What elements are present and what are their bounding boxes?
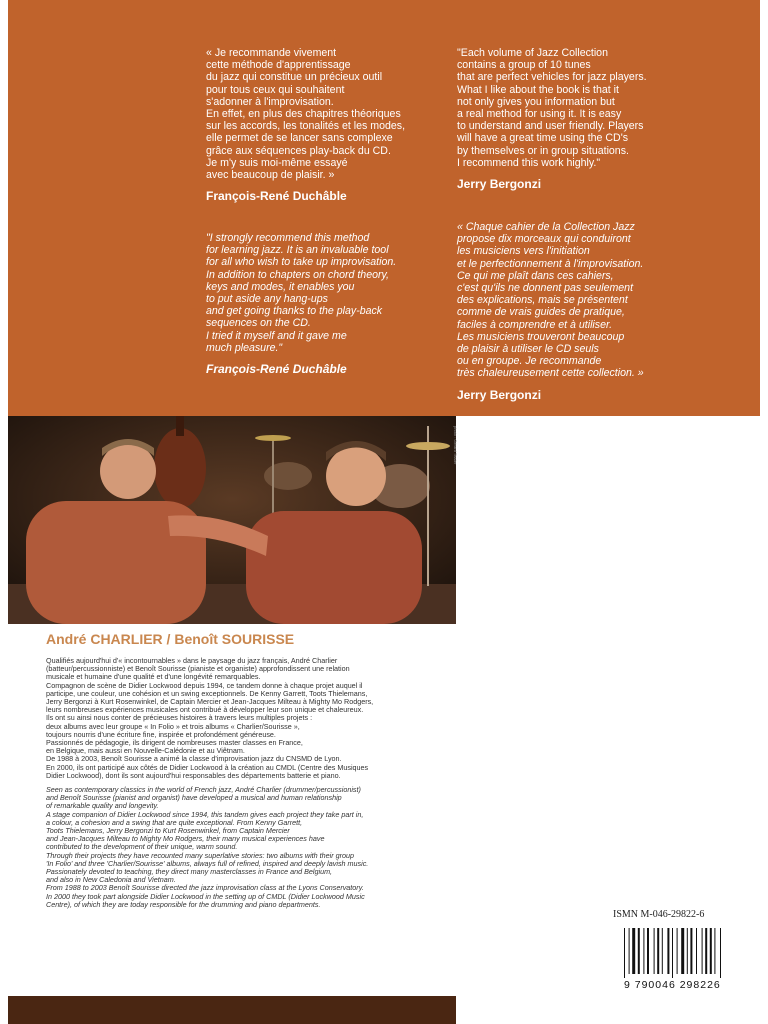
barcode-bar [629,928,630,974]
quote-text: "I strongly recommend this method for learning jazz. It is an invaluable tool for all who wish to take up improvisation. In addition to chapters on chord theory, keys and modes, it enables you to put aside any hang-ups and get going thanks to the play-back sequences on the CD. I tried it myself and it gave me much pleasure." [206,232,397,354]
barcode-bar [710,928,712,974]
quote-text: « Je recommande vivement cette méthode d'apprentissage du jazz qui constitue un précieux outil pour tous ceux qui souhaitent s'adonner à l'improvisation. En effet, en plus des chapitres théoriques sur les accords, les tonalités et les modes, elle permet de se lancer sans complexe grâce aux séquences play-back du CD. Je m'y suis moi-même essayé avec beaucoup de plaisir. » [206,47,406,182]
barcode-bar [654,928,655,974]
authors-photo [8,416,456,624]
barcode-bar [632,928,635,974]
barcode-bar [687,928,688,974]
barcode-bar [657,928,659,974]
barcode-bar [705,928,707,974]
quote-text: "Each volume of Jazz Collection contains a group of 10 tunes that are perfect vehicles for jazz players. What I like about the book is that it not only gives you information but a real method for using it. It is easy to understand and user friendly. Players will have a great time using the CD's by themselves or in group situations. I recommend this work highly." [457,47,647,169]
barcode-bar [643,928,644,974]
bottom-bar [8,996,456,1024]
barcode-bar [720,928,721,978]
barcode-bar [677,928,678,974]
barcode-bar [714,928,715,974]
ismn-number: ISMN M-046-29822-6 [613,909,705,920]
barcode-bar [624,928,625,978]
quote-duchable-fr [206,47,438,203]
barcode-bar [690,928,692,974]
quote-duchable-en [206,232,438,376]
barcode-bar [662,928,663,974]
quote-bergonzi-fr [457,221,697,402]
barcode-digits: 9 790046 298226 [624,979,721,991]
photo-credit: photo : Gérard Tissier [453,426,458,465]
bio-french: Qualifiés aujourd'hui d'« incontournables » dans le paysage du jazz français, André Charlier (batteur/percussionniste) et Benoît Sourisse (pianiste et organiste) approfondissent une relation musicale et humaine d'une qualité et d'une longévité remarquables. Compagnon de scène de Didier Lockwood depuis 1994, ce tandem donne à chaque projet auquel il participe, une couleur, une cohésion et un swing exceptionnels. De Kenny Garrett, Toots Thielemans, Jerry Bergonzi à Kurt Rosenwinkel, de Captain Mercier et Jean-Jacques Milteau à Mighty Mo Rodgers, leurs nombreuses expériences musicales ont contribué à développer leur son unique et chaleureux. Ils ont su ainsi nous conter de précieuses histoires à travers leurs multiples projets : deux albums avec leur groupe « In Folio » et trois albums « Charlier/Sourisse », toujours nourris d'une écriture fine, inspirée et profondément généreuse. Passionnés de pédagogie, ils dirigent de nombreuses master classes en France, en Belgique, mais aussi en Nouvelle-Calédonie et au Viêtnam. De 1988 à 2003, Benoît Sourisse a animé la classe d'improvisation jazz du CNSMD de Lyon. En 2000, ils ont participé aux côtés de Didier Lockwood à la création au CMDL (Centre des Musiques Didier Lockwood), dont ils sont aujourd'hui responsables des départements batterie et piano. [46,656,374,780]
bio-english: Seen as contemporary classics in the world of French jazz, André Charlier (drummer/percussionist) and Benoît Sourisse (pianist and organist) have developed a musical and human relationship of remarkable quality and longevity. A stage companion of Didier Lockwood since 1994, this tandem gives each project they take part in, a colour, a cohesion and a swing that are quite exceptional. From Kenny Garrett, Toots Thielemans, Jerry Bergonzi to Kurt Rosenwinkel, from Captain Mercier and Jean-Jacques Milteau to Mighty Mo Rodgers, their many musical experiences have contributed to the development of their unique, warm sound. Through their projects they have recounted many superlative stories: two albums with their group 'In Folio' and three 'Charlier/Sourisse' albums, always full of refined, inspired and deeply lavish music. Passionately devoted to teaching, they direct many masterclasses in France and Belgium, and also in New Caledonia and Vietnam. From 1988 to 2003 Benoît Sourisse directed the jazz improvisation class at the Lyons Conservatory. In 2000 they took part alongside Didier Lockwood in the setting up of CMDL (Didier Lockwood Music Centre), of which they are today responsible for the drumming and piano departments. [46,785,369,909]
quote-text: « Chaque cahier de la Collection Jazz propose dix morceaux qui conduiront les musiciens vers l'initiation et le perfectionnement à l'improvisation. Ce qui me plaît dans ces cahiers, c'est qu'ils ne donnent pas seulement des explications, mais se présentent comme de vrais guides de pratique, faciles à comprendre et à utiliser. Les musiciens trouveront beaucoup de plaisir à utiliser le CD seuls ou en groupe. Je recommande très chaleureusement cette collection. » [457,221,644,380]
barcode-bar [667,928,669,974]
barcode-bar [647,928,649,974]
quote-bergonzi-en [457,47,689,191]
quote-author: François-René Duchâble [206,189,347,204]
barcode-bar [696,928,697,974]
barcode-bar [672,928,673,978]
barcode-bar [702,928,703,974]
quote-author: Jerry Bergonzi [457,387,542,402]
authors-names: André CHARLIER / Benoît SOURISSE [46,631,295,647]
barcode-bar [681,928,684,974]
barcode-bar [638,928,640,974]
quote-author: François-René Duchâble [206,362,347,377]
quote-author: Jerry Bergonzi [457,177,542,192]
barcode [622,928,744,978]
